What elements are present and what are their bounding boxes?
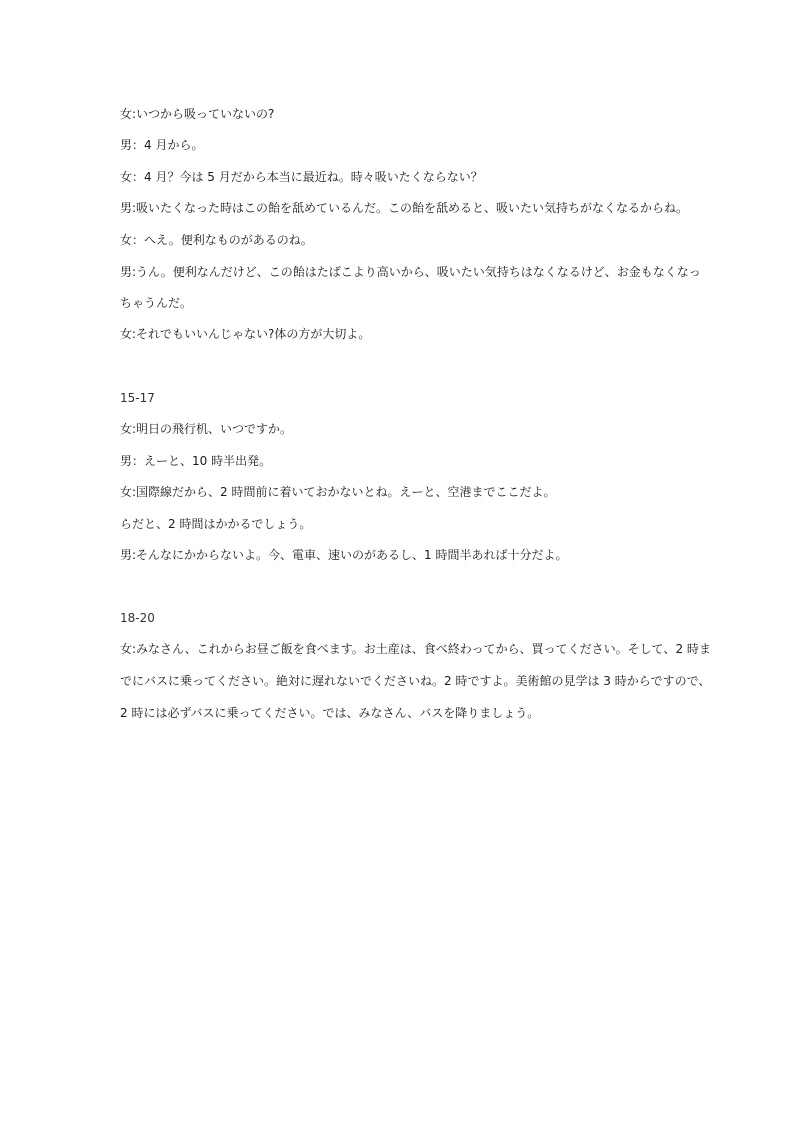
dialogue-line: 男:そんなにかからないよ。今、電車、速いのがあるし、1 時間半あれば十分だよ。 <box>120 548 568 562</box>
section-label: 18-20 <box>120 611 155 625</box>
dialogue-line: 女:それでもいいんじゃない?体の方が大切よ。 <box>120 327 371 341</box>
dialogue-line: 女:明日の飛行机、いつですか。 <box>120 422 293 436</box>
dialogue-line: 男:吸いたくなった時はこの飴を舐めているんだ。この飴を舐めると、吸いたい気持ちがなくなるからね。 <box>120 201 689 215</box>
section-label: 15-17 <box>120 391 155 405</box>
dialogue-line: 女：へえ。便利なものがあるのね。 <box>120 233 313 247</box>
dialogue-line: 男：えーと、10 時半出発。 <box>120 454 272 468</box>
dialogue-line: でにバスに乗ってください。絶対に遅れないでくださいね。2 時ですよ。美術館の見学は 3 時からですので、 <box>120 674 711 688</box>
dialogue-line: 2 時には必ずバスに乗ってください。では、みなさん、バスを降りましょう。 <box>120 706 540 720</box>
dialogue-line: 女：4 月？今は 5 月だから本当に最近ね。時々吸いたくならない？ <box>120 170 483 184</box>
dialogue-line: 男：4 月から。 <box>120 138 204 152</box>
dialogue-line: ちゃうんだ。 <box>120 296 193 310</box>
dialogue-line: 男:うん。便利なんだけど、この飴はたばこより高いから、吸いたい気持ちはなくなるけど、お金もなくなっ <box>120 265 701 279</box>
dialogue-line: 女:国際線だから、2 時間前に着いておかないとね。えーと、空港までここだよ。 <box>120 485 556 499</box>
dialogue-line: 女:いつから吸っていないの? <box>120 107 275 121</box>
dialogue-line: 女:みなさん、これからお昼ご飯を食べます。お土産は、食べ終わってから、買ってください。そして、2 時ま <box>120 642 711 656</box>
dialogue-line: らだと、2 時間はかかるでしょう。 <box>120 517 312 531</box>
